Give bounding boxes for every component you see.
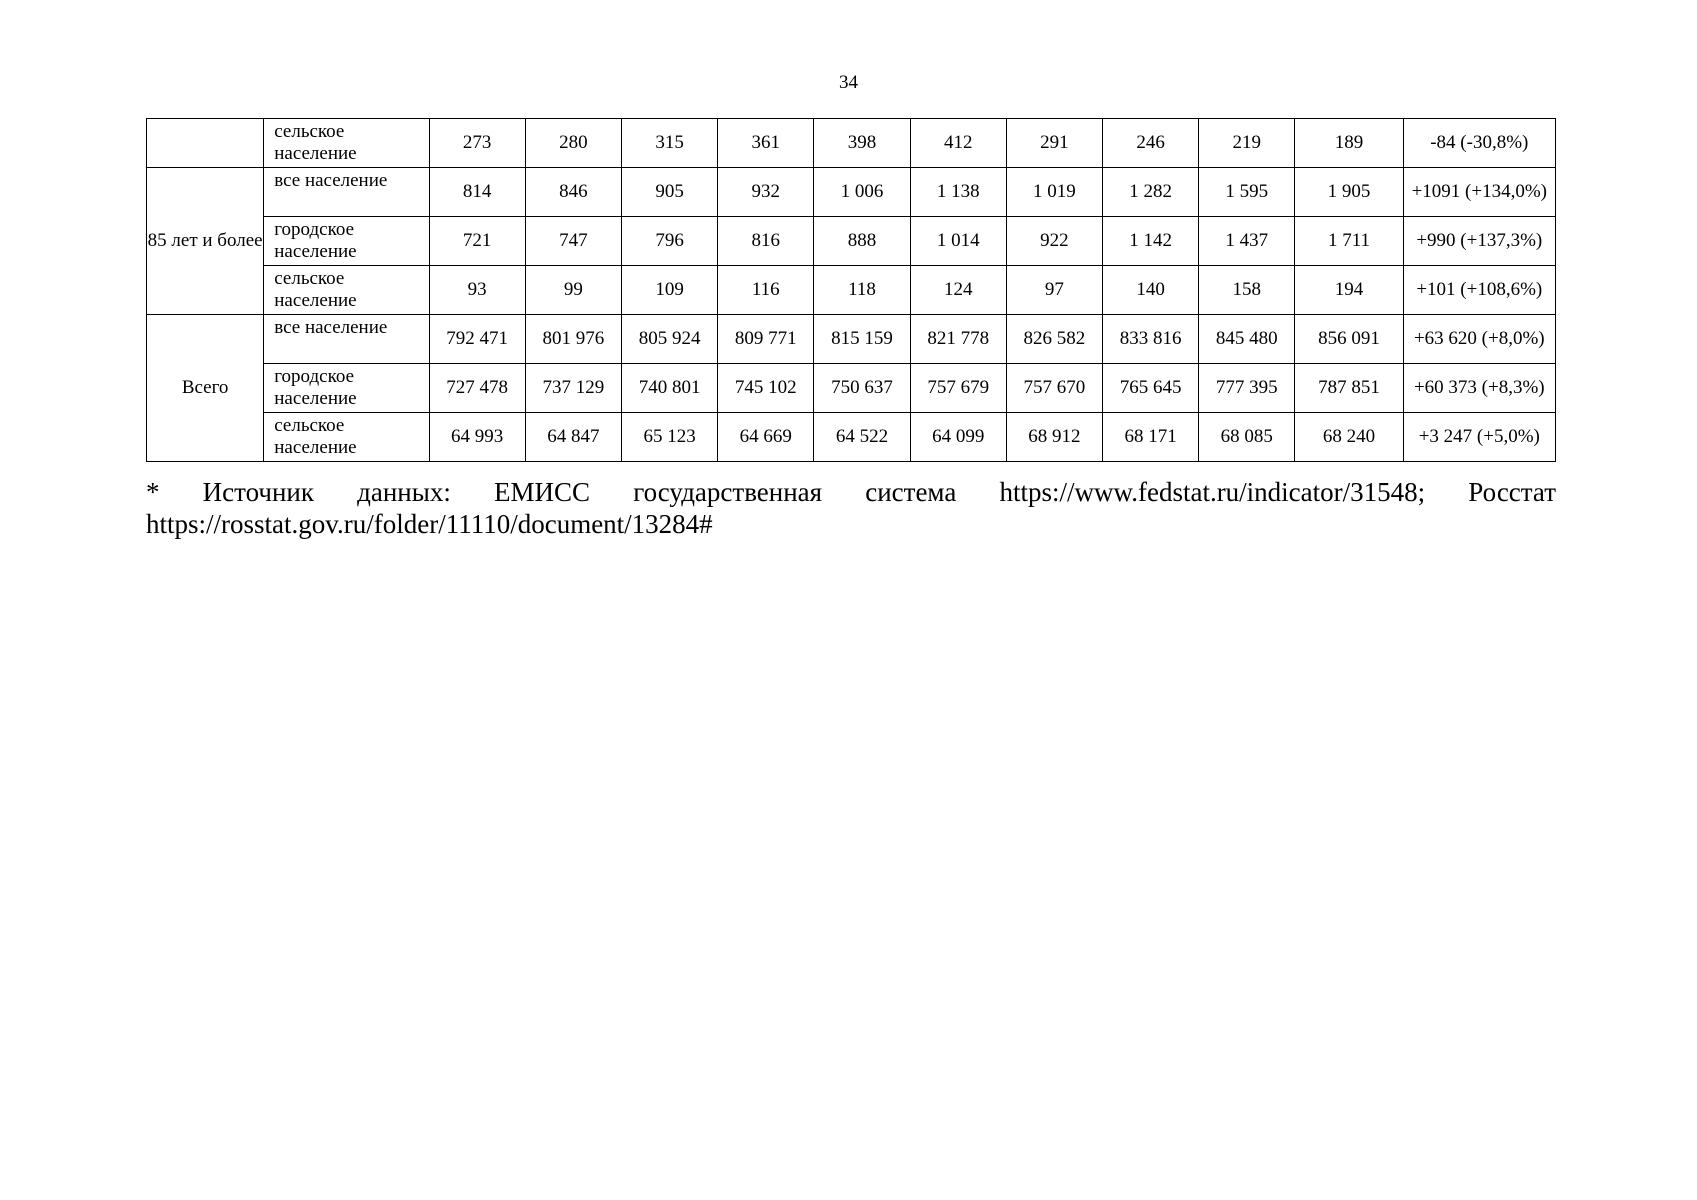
value-cell: 118: [814, 266, 910, 315]
population-type-cell: все население: [264, 168, 429, 217]
value-cell: 765 645: [1103, 364, 1199, 413]
table-body: [147, 119, 1556, 462]
age-group-cell: 85 лет и более: [147, 168, 264, 315]
population-type-cell: сельское население: [264, 413, 429, 462]
value-cell: 116: [718, 266, 814, 315]
value-cell: 68 171: [1103, 413, 1199, 462]
population-type-cell: сельское население: [264, 266, 429, 315]
table-row: [147, 217, 1556, 266]
value-cell: 68 240: [1295, 413, 1403, 462]
value-cell: 1 437: [1199, 217, 1295, 266]
value-cell: 888: [814, 217, 910, 266]
value-cell: 124: [910, 266, 1006, 315]
value-cell: 846: [525, 168, 621, 217]
value-cell: 291: [1006, 119, 1102, 168]
value-cell: 361: [718, 119, 814, 168]
value-cell: 777 395: [1199, 364, 1295, 413]
table-row: [147, 119, 1556, 168]
value-cell: 805 924: [621, 315, 717, 364]
value-cell: 93: [429, 266, 525, 315]
value-cell: 1 711: [1295, 217, 1403, 266]
value-cell: 1 142: [1103, 217, 1199, 266]
value-cell: 922: [1006, 217, 1102, 266]
value-cell: 140: [1103, 266, 1199, 315]
value-cell: 845 480: [1199, 315, 1295, 364]
value-cell: 757 679: [910, 364, 1006, 413]
value-cell: 412: [910, 119, 1006, 168]
value-cell: 932: [718, 168, 814, 217]
value-cell: 1 138: [910, 168, 1006, 217]
change-cell: +1091 (+134,0%): [1403, 168, 1555, 217]
value-cell: 792 471: [429, 315, 525, 364]
footnote-line-2: https://rosstat.gov.ru/folder/11110/document/13284#: [146, 509, 713, 539]
age-group-cell: [147, 119, 264, 168]
change-cell: +990 (+137,3%): [1403, 217, 1555, 266]
value-cell: 1 905: [1295, 168, 1403, 217]
change-cell: -84 (-30,8%): [1403, 119, 1555, 168]
value-cell: 821 778: [910, 315, 1006, 364]
table-row: [147, 315, 1556, 364]
table-row: [147, 266, 1556, 315]
value-cell: 801 976: [525, 315, 621, 364]
population-type-cell: городское население: [264, 364, 429, 413]
value-cell: 68 912: [1006, 413, 1102, 462]
value-cell: 856 091: [1295, 315, 1403, 364]
value-cell: 750 637: [814, 364, 910, 413]
value-cell: 65 123: [621, 413, 717, 462]
value-cell: 1 595: [1199, 168, 1295, 217]
value-cell: 280: [525, 119, 621, 168]
value-cell: 68 085: [1199, 413, 1295, 462]
age-group-cell: Всего: [147, 315, 264, 462]
page-number: 34: [839, 72, 858, 93]
value-cell: 740 801: [621, 364, 717, 413]
value-cell: 745 102: [718, 364, 814, 413]
change-cell: +63 620 (+8,0%): [1403, 315, 1555, 364]
value-cell: 727 478: [429, 364, 525, 413]
value-cell: 99: [525, 266, 621, 315]
value-cell: 737 129: [525, 364, 621, 413]
value-cell: 809 771: [718, 315, 814, 364]
change-cell: +60 373 (+8,3%): [1403, 364, 1555, 413]
value-cell: 816: [718, 217, 814, 266]
population-type-cell: городское население: [264, 217, 429, 266]
source-footnote: [146, 476, 1556, 540]
value-cell: 833 816: [1103, 315, 1199, 364]
value-cell: 315: [621, 119, 717, 168]
change-cell: +3 247 (+5,0%): [1403, 413, 1555, 462]
value-cell: 757 670: [1006, 364, 1102, 413]
population-type-cell: сельское население: [264, 119, 429, 168]
value-cell: 97: [1006, 266, 1102, 315]
value-cell: 64 847: [525, 413, 621, 462]
value-cell: 815 159: [814, 315, 910, 364]
table-row: [147, 413, 1556, 462]
value-cell: 158: [1199, 266, 1295, 315]
value-cell: 64 099: [910, 413, 1006, 462]
value-cell: 64 669: [718, 413, 814, 462]
value-cell: 1 006: [814, 168, 910, 217]
value-cell: 194: [1295, 266, 1403, 315]
population-table: [146, 118, 1556, 462]
value-cell: 64 522: [814, 413, 910, 462]
value-cell: 273: [429, 119, 525, 168]
table-row: [147, 364, 1556, 413]
value-cell: 814: [429, 168, 525, 217]
value-cell: 109: [621, 266, 717, 315]
value-cell: 1 019: [1006, 168, 1102, 217]
value-cell: 246: [1103, 119, 1199, 168]
value-cell: 796: [621, 217, 717, 266]
footnote-line-1: * Источник данных: ЕМИСС государственная система https://www.fedstat.ru/indicator/31548; Росстат: [146, 477, 1556, 507]
value-cell: 219: [1199, 119, 1295, 168]
value-cell: 398: [814, 119, 910, 168]
change-cell: +101 (+108,6%): [1403, 266, 1555, 315]
value-cell: 64 993: [429, 413, 525, 462]
value-cell: 747: [525, 217, 621, 266]
value-cell: 1 282: [1103, 168, 1199, 217]
value-cell: 826 582: [1006, 315, 1102, 364]
value-cell: 1 014: [910, 217, 1006, 266]
value-cell: 721: [429, 217, 525, 266]
value-cell: 189: [1295, 119, 1403, 168]
table-row: [147, 168, 1556, 217]
population-type-cell: все население: [264, 315, 429, 364]
value-cell: 905: [621, 168, 717, 217]
value-cell: 787 851: [1295, 364, 1403, 413]
